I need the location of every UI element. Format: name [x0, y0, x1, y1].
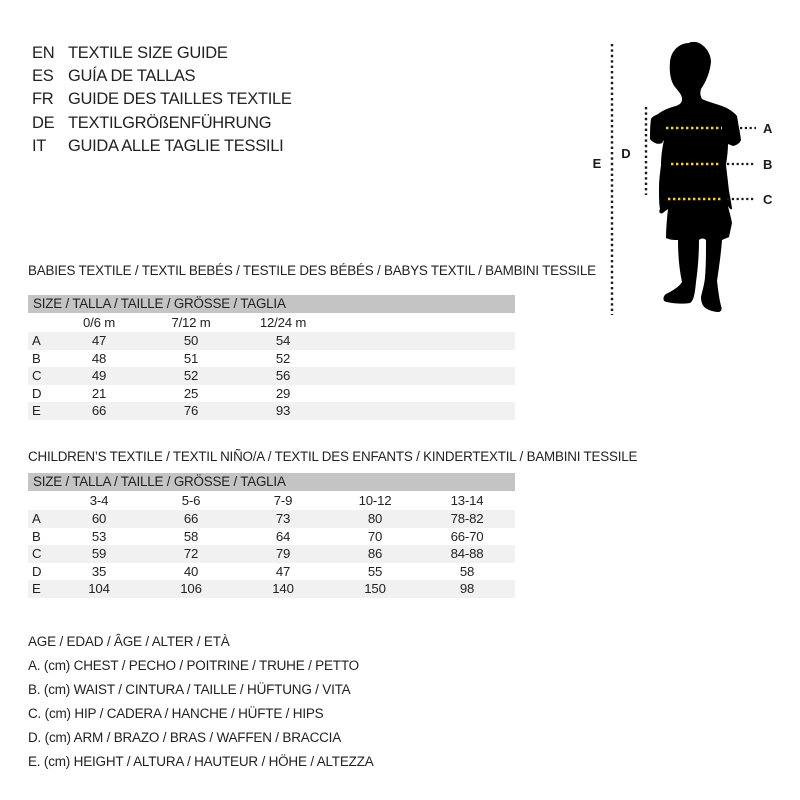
row-label: E: [32, 581, 41, 597]
row-label: D: [32, 563, 42, 579]
lang-code: ES: [32, 67, 54, 86]
child-silhouette-icon: [650, 42, 741, 312]
legend-height: E. (cm) HEIGHT / ALTURA / HAUTEUR / HÖHE / ALTEZZA: [28, 754, 374, 769]
label-d: D: [621, 146, 631, 161]
legend-arm: D. (cm) ARM / BRAZO / BRAS / WAFFEN / BRACCIA: [28, 730, 342, 745]
children-section-title: CHILDREN’S TEXTILE / TEXTIL NIÑO/A / TEXTIL DES ENFANTS / KINDERTEXTIL / BAMBINI TESSILE: [28, 449, 638, 464]
lang-row-es: [32, 65, 292, 88]
table-row: B 53 58 64 70 66-70: [28, 528, 515, 546]
table-row: A 47 50 54: [28, 332, 515, 350]
table-row: E 66 76 93: [28, 402, 515, 420]
lang-code: EN: [32, 44, 55, 62]
lang-row-de: [32, 112, 292, 135]
guide-title-es: GUÍA DE TALLAS: [68, 67, 196, 86]
label-b: B: [763, 157, 773, 172]
table-row: D 21 25 29: [28, 385, 515, 403]
guide-title-de: TEXTILGRÖßENFÜHRUNG: [68, 113, 272, 132]
col-header: 10-12: [358, 493, 392, 508]
lang-code: FR: [32, 90, 54, 109]
label-a: A: [763, 121, 773, 136]
guide-title-it: GUIDA ALLE TAGLIE TESSILI: [68, 136, 284, 155]
lang-code: IT: [32, 136, 47, 155]
babies-size-table: [28, 295, 515, 420]
legend-waist: B. (cm) WAIST / CINTURA / TAILLE / HÜFTUNG / VITA: [28, 682, 351, 697]
row-label: D: [32, 385, 42, 401]
row-label: A: [32, 511, 41, 527]
table-row: C 59 72 79 86 84-88: [28, 545, 515, 563]
row-label: C: [32, 546, 42, 562]
row-label: E: [32, 403, 41, 419]
guide-title-en: TEXTILE SIZE GUIDE: [68, 44, 228, 62]
children-size-header-bar: SIZE / TALLA / TAILLE / GRÖSSE / TAGLIA: [28, 473, 515, 491]
col-header: 7/12 m: [171, 315, 211, 330]
lang-code: DE: [32, 113, 55, 132]
table-row: A 60 66 73 80 78-82: [28, 510, 515, 528]
lang-row-en: [32, 42, 292, 65]
guide-title-fr: GUIDE DES TAILLES TEXTILE: [68, 90, 292, 109]
measurement-figure: [580, 20, 800, 340]
label-c: C: [763, 192, 773, 207]
babies-column-header-row: [28, 313, 515, 332]
row-label: C: [32, 368, 42, 384]
language-title-list: [32, 42, 292, 158]
table-row: B 48 51 52: [28, 350, 515, 368]
measurement-legend: [28, 630, 374, 774]
table-row: D 35 40 47 55 58: [28, 563, 515, 581]
col-header: 0/6 m: [83, 315, 115, 330]
row-label: B: [32, 528, 41, 544]
row-label: B: [32, 350, 41, 366]
col-header: 3-4: [89, 493, 109, 508]
legend-chest: A. (cm) CHEST / PECHO / POITRINE / TRUHE / PETTO: [28, 658, 359, 673]
label-e: E: [592, 156, 602, 171]
table-row: E 104 106 140 150 98: [28, 580, 515, 598]
col-header: 5-6: [181, 493, 201, 508]
babies-section-title: BABIES TEXTILE / TEXTIL BEBÉS / TESTILE DES BÉBÉS / BABYS TEXTIL / BAMBINI TESSILE: [28, 263, 596, 278]
row-label: A: [32, 333, 41, 349]
table-row: C 49 52 56: [28, 367, 515, 385]
children-size-table: [28, 473, 515, 598]
col-header: 12/24 m: [259, 315, 307, 330]
lang-row-fr: [32, 88, 292, 111]
babies-size-header-bar: SIZE / TALLA / TAILLE / GRÖSSE / TAGLIA: [28, 295, 515, 313]
col-header: 7-9: [273, 493, 293, 508]
legend-hip: C. (cm) HIP / CADERA / HANCHE / HÜFTE / HIPS: [28, 706, 324, 721]
legend-age: AGE / EDAD / ÂGE / ALTER / ETÀ: [28, 634, 230, 649]
children-column-header-row: [28, 491, 515, 510]
col-header: 13-14: [450, 493, 484, 508]
lang-row-it: [32, 135, 292, 158]
